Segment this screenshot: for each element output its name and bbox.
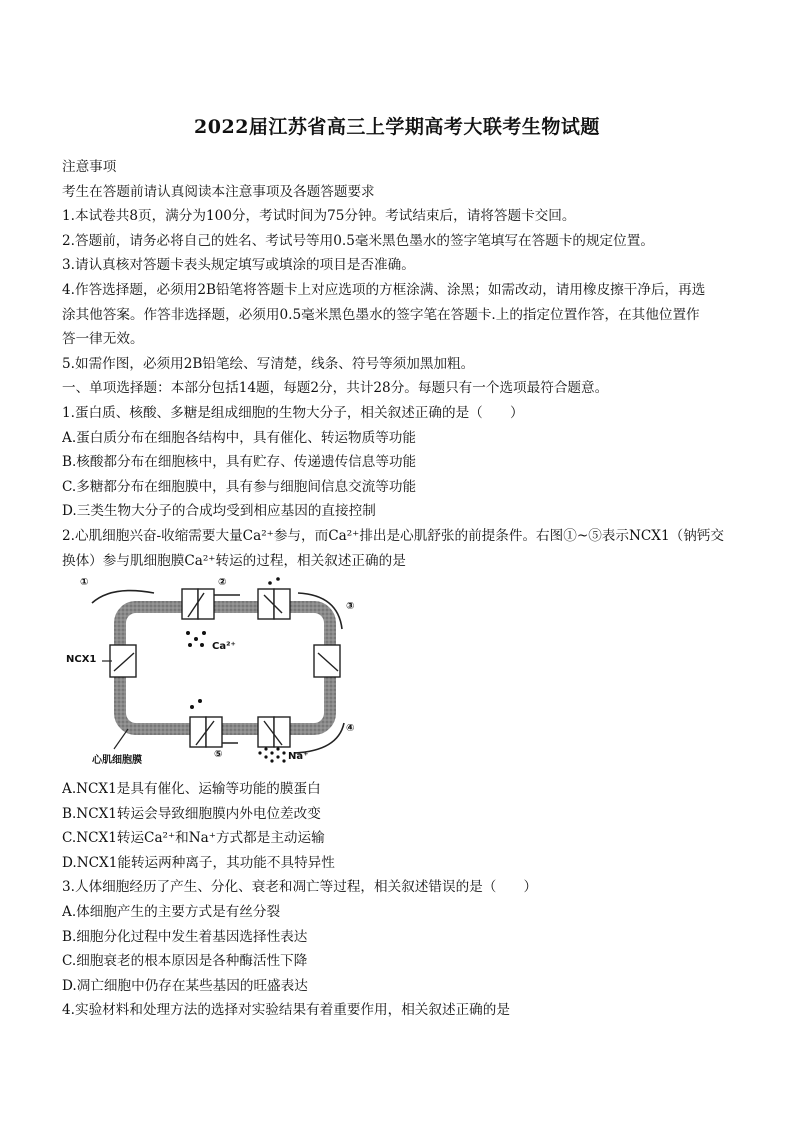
step-5-label: ⑤ [214, 749, 223, 761]
sodium-label: Na⁺ [288, 751, 309, 763]
q3-option-d: D.凋亡细胞中仍存在某些基因的旺盛表达 [62, 977, 308, 994]
q3-option-a: A.体细胞产生的主要方式是有丝分裂 [62, 904, 281, 921]
notice-item-3: 3.请认真核对答题卡表头规定填写或填涂的项目是否准确。 [62, 257, 415, 274]
q2-option-b: B.NCX1转运会导致细胞膜内外电位差改变 [62, 805, 321, 822]
ncx1-diagram [62, 573, 362, 773]
section-heading: 一、单项选择题：本部分包括14题，每题2分，共计28分。每题只有一个选项最符合题意。 [62, 380, 609, 397]
ncx1-transporter-bottom-left [190, 717, 222, 747]
ncx1-label: NCX1 [66, 654, 97, 666]
notice-item-4-line-2: 涂其他答案。作答非选择题，必须用0.5毫米黑色墨水的签字笔在答题卡.上的指定位置作答，在其他位置作 [62, 306, 700, 323]
notice-item-2: 2.答题前，请务必将自己的姓名、考试号等用0.5毫米黑色墨水的签字笔填写在答题卡的规定位置。 [62, 232, 654, 249]
cell-membrane-ring [120, 607, 330, 729]
q2-option-d: D.NCX1能转运两种离子，其功能不具特异性 [62, 854, 335, 871]
step-3-label: ③ [346, 601, 355, 613]
sodium-ions [258, 747, 285, 762]
q2-option-a: A.NCX1是具有催化、运输等功能的膜蛋白 [62, 781, 321, 798]
q4-stem: 4.实验材料和处理方法的选择对实验结果有着重要作用，相关叙述正确的是 [62, 1002, 510, 1019]
notice-item-1: 1.本试卷共8页，满分为100分，考试时间为75分钟。考试结束后，请将答题卡交回。 [62, 208, 576, 225]
ncx1-transporter-right [314, 645, 340, 677]
q2-stem-line-1: 2.心肌细胞兴奋-收缩需要大量Ca²⁺参与，而Ca²⁺排出是心肌舒张的前提条件。右图①~⑤表示NCX1（钠钙交 [62, 527, 724, 544]
exam-page [62, 112, 732, 1023]
q1-option-a: A.蛋白质分布在细胞各结构中，具有催化、转运物质等功能 [62, 429, 416, 446]
notice-item-4-line-3: 答一律无效。 [62, 331, 144, 348]
q1-stem: 1.蛋白质、核酸、多糖是组成细胞的生物大分子，相关叙述正确的是（ ） [62, 404, 524, 421]
ncx1-transporter-bottom-right [258, 717, 290, 747]
q3-option-b: B.细胞分化过程中发生着基因选择性表达 [62, 928, 308, 945]
step-2-label: ② [218, 577, 227, 589]
notice-item-5: 5.如需作图，必须用2B铅笔绘、写清楚，线条、符号等须加黑加粗。 [62, 355, 475, 372]
membrane-pointer-line [114, 729, 128, 749]
q3-stem: 3.人体细胞经历了产生、分化、衰老和凋亡等过程，相关叙述错误的是（ ） [62, 879, 538, 896]
q3-option-c: C.细胞衰老的根本原因是各种酶活性下降 [62, 953, 308, 970]
page-title: 2022届江苏省高三上学期高考大联考生物试题 [194, 116, 600, 138]
ncx1-diagram-svg [62, 573, 362, 773]
notice-intro: 考生在答题前请认真阅读本注意事项及各题答题要求 [62, 183, 375, 200]
q2-stem-line-2: 换体）参与肌细胞膜Ca²⁺转运的过程，相关叙述正确的是 [62, 552, 406, 569]
calcium-label: Ca²⁺ [212, 641, 236, 653]
ncx1-transporter-left [110, 645, 136, 677]
q1-option-b: B.核酸都分布在细胞核中，具有贮存、传递遗传信息等功能 [62, 454, 417, 471]
step-1-label: ① [80, 577, 89, 589]
step-4-label: ④ [346, 723, 355, 735]
notice-item-4-line-1: 4.作答选择题，必须用2B铅笔将答题卡上对应选项的方框涂满、涂黑；如需改动，请用橡皮擦干净后，再选 [62, 281, 706, 298]
q2-option-c: C.NCX1转运Ca²⁺和Na⁺方式都是主动运输 [62, 830, 325, 847]
q1-option-d: D.三类生物大分子的合成均受到相应基因的直接控制 [62, 503, 376, 520]
membrane-label: 心肌细胞膜 [92, 755, 142, 767]
ncx1-transporter-top-right [258, 589, 290, 619]
notice-heading: 注意事项 [62, 159, 117, 175]
ncx1-transporter-top-left [182, 589, 214, 619]
q1-option-c: C.多糖都分布在细胞膜中，具有参与细胞间信息交流等功能 [62, 478, 417, 495]
